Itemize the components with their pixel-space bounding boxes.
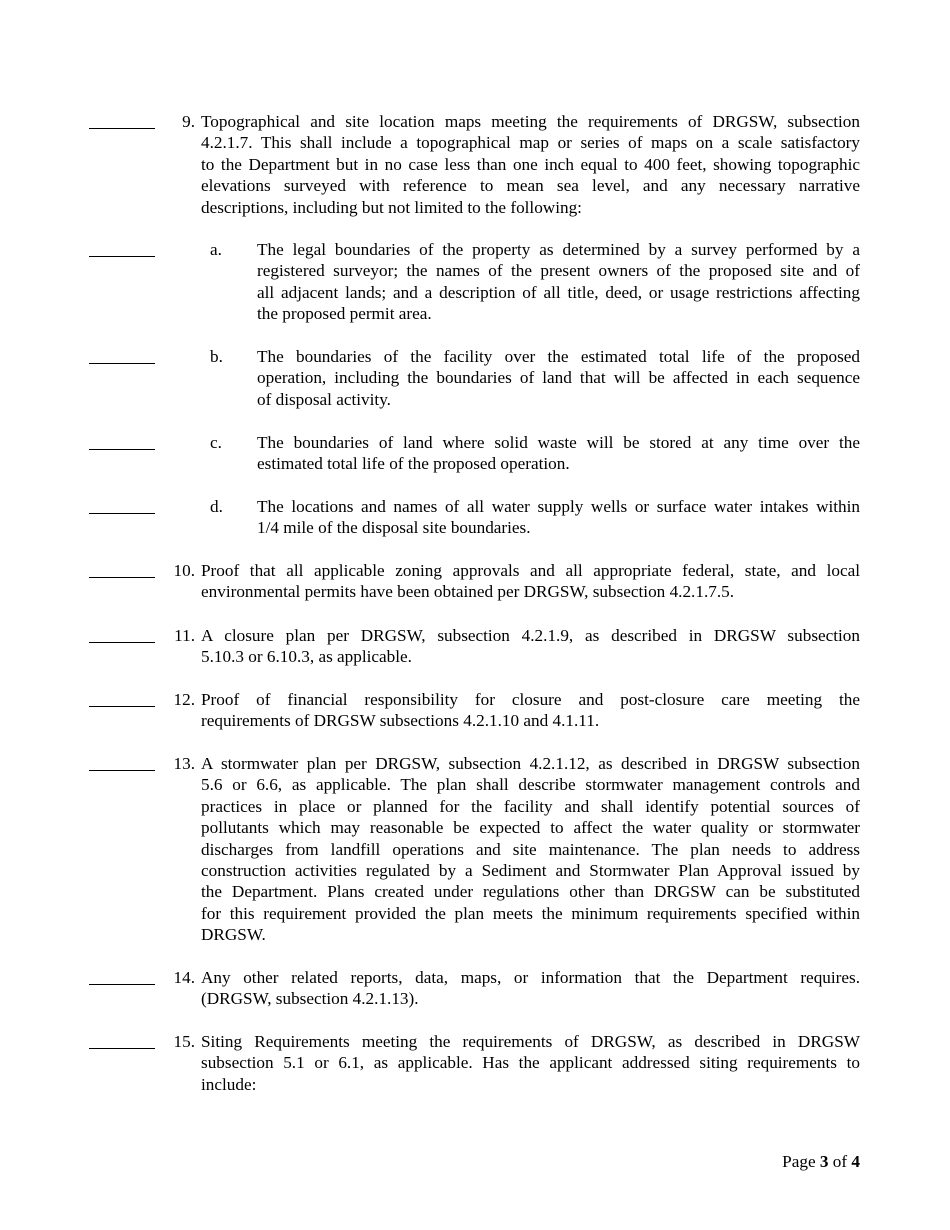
text-line: DRGSW.	[201, 925, 266, 945]
text-line: 5.6 or 6.6, as applicable. The plan shall describe stormwater management controls and	[201, 775, 860, 795]
checkbox-line[interactable]	[89, 770, 155, 771]
item-text	[257, 496, 860, 539]
text-line: The legal boundaries of the property as determined by a survey performed by a	[257, 240, 860, 259]
checkbox-line[interactable]	[89, 706, 155, 707]
item-number: 12.	[173, 690, 195, 709]
text-line: of disposal activity.	[257, 389, 391, 409]
item-text	[201, 753, 860, 946]
checkbox-line[interactable]	[89, 449, 155, 450]
text-line: A stormwater plan per DRGSW, subsection 4.2.1.12, as described in DRGSW subsection	[201, 754, 860, 773]
text-line: The boundaries of the facility over the estimated total life of the proposed	[257, 347, 860, 366]
page-total: 4	[851, 1152, 860, 1171]
text-line: environmental permits have been obtained per DRGSW, subsection 4.2.1.7.5.	[201, 582, 735, 602]
checkbox-line[interactable]	[89, 577, 155, 578]
page-footer	[782, 1151, 860, 1172]
text-line: The locations and names of all water supply wells or surface water intakes within	[257, 497, 860, 516]
text-line: the Department. Plans created under regulations other than DRGSW can be substituted	[201, 882, 860, 902]
text-line: estimated total life of the proposed operation.	[257, 454, 570, 474]
text-line: the proposed permit area.	[257, 304, 432, 324]
checkbox-line[interactable]	[89, 128, 155, 129]
page-number: 3	[819, 1152, 829, 1171]
text-line: practices in place or planned for the facility and shall identify potential sources of	[201, 796, 860, 816]
text-line: operation, including the boundaries of land that will be affected in each sequence	[257, 368, 860, 388]
text-line: The boundaries of land where solid waste will be stored at any time over the	[257, 433, 860, 452]
item-text	[257, 432, 860, 475]
text-line: Topographical and site location maps meeting the requirements of DRGSW, subsection	[201, 112, 860, 131]
text-line: construction activities regulated by a Sediment and Stormwater Plan Approval issued by	[201, 861, 860, 881]
checkbox-line[interactable]	[89, 984, 155, 985]
text-line: 5.10.3 or 6.10.3, as applicable.	[201, 647, 412, 667]
item-number: 15.	[173, 1032, 195, 1051]
item-text	[201, 1031, 860, 1095]
text-line: pollutants which may reasonable be expected to affect the water quality or stormwater	[201, 818, 860, 838]
text-line: Proof that all applicable zoning approvals and all appropriate federal, state, and local	[201, 561, 860, 580]
text-line: to the Department but in no case less than one inch equal to 400 feet, showing topographic	[201, 154, 860, 174]
checkbox-line[interactable]	[89, 513, 155, 514]
text-line: Proof of financial responsibility for closure and post-closure care meeting the	[201, 690, 860, 709]
item-text	[257, 239, 860, 325]
item-text	[201, 967, 860, 1010]
checkbox-line[interactable]	[89, 256, 155, 257]
text-line: all adjacent lands; and a description of all title, deed, or usage restrictions affecting	[257, 282, 860, 302]
text-line: A closure plan per DRGSW, subsection 4.2.1.9, as described in DRGSW subsection	[201, 626, 860, 645]
item-letter: a.	[210, 240, 222, 259]
item-number: 14.	[173, 968, 195, 987]
item-text	[201, 689, 860, 732]
item-number: 10.	[173, 561, 195, 580]
item-number: 9.	[182, 112, 195, 131]
checkbox-line[interactable]	[89, 1048, 155, 1049]
item-letter: d.	[210, 497, 223, 516]
text-line: descriptions, including but not limited to the following:	[201, 197, 582, 217]
checkbox-line[interactable]	[89, 642, 155, 643]
item-letter: b.	[210, 347, 223, 366]
item-text	[201, 625, 860, 668]
text-line: requirements of DRGSW subsections 4.2.1.10 and 4.1.11.	[201, 711, 600, 731]
text-line: for this requirement provided the plan meets the minimum requirements specified within	[201, 903, 860, 923]
text-line: subsection 5.1 or 6.1, as applicable. Has the applicant addressed siting requirements to	[201, 1053, 860, 1073]
item-number: 13.	[173, 754, 195, 773]
item-text	[201, 111, 860, 218]
page-label: Page	[782, 1152, 816, 1171]
text-line: (DRGSW, subsection 4.2.1.13).	[201, 989, 419, 1009]
text-line: include:	[201, 1074, 257, 1094]
text-line: registered surveyor; the names of the present owners of the proposed site and of	[257, 261, 860, 281]
of-label: of	[832, 1152, 848, 1171]
item-text	[257, 346, 860, 410]
text-line: discharges from landfill operations and site maintenance. The plan needs to address	[201, 839, 860, 859]
text-line: Siting Requirements meeting the requirements of DRGSW, as described in DRGSW	[201, 1032, 860, 1051]
text-line: 4.2.1.7. This shall include a topographical map or series of maps on a scale satisfactory	[201, 133, 860, 153]
text-line: elevations surveyed with reference to mean sea level, and any necessary narrative	[201, 176, 860, 196]
item-text	[201, 560, 860, 603]
text-line: Any other related reports, data, maps, or information that the Department requires.	[201, 968, 860, 987]
text-line: 1/4 mile of the disposal site boundaries.	[257, 518, 531, 538]
checkbox-line[interactable]	[89, 363, 155, 364]
item-number: 11.	[174, 626, 195, 645]
item-letter: c.	[210, 433, 222, 452]
